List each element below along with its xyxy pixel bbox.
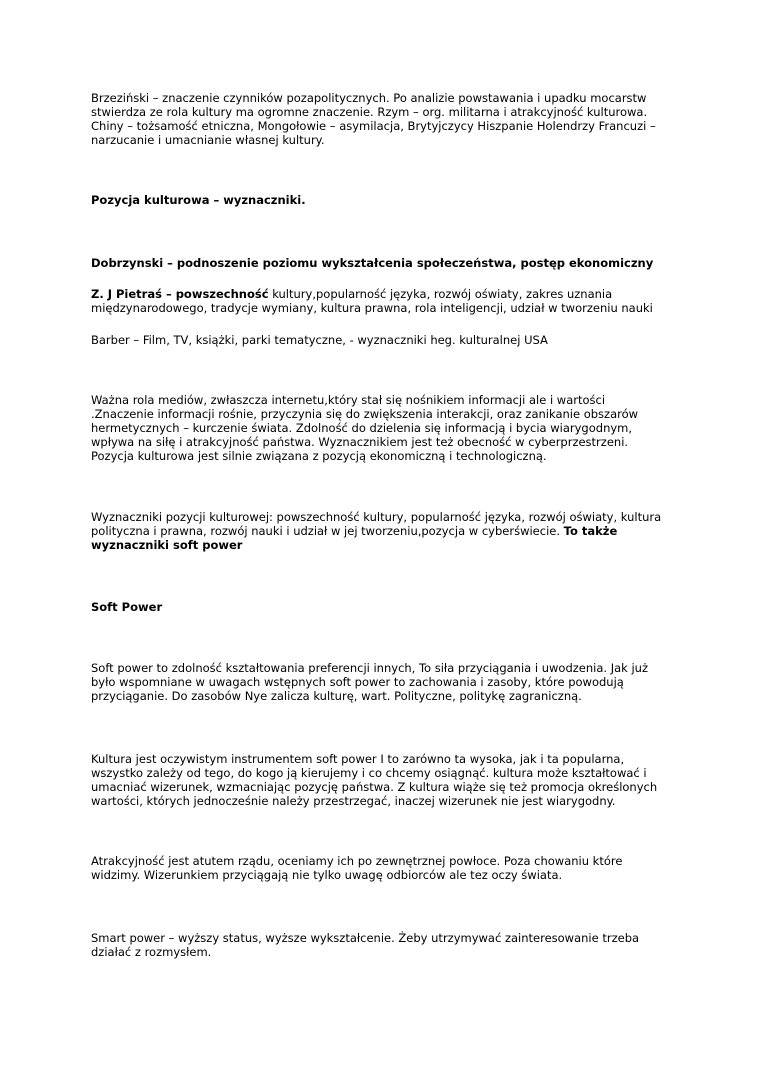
heading-pozycja-kulturowa: Pozycja kulturowa – wyznaczniki. — [91, 193, 306, 207]
wyznaczniki-bold: To także wyznaczniki soft power — [91, 524, 618, 552]
paragraph-smart-power: Smart power – wyższy status, wyższe wykształcenie. Żeby utrzymywać zainteresowanie trzeba działać z rozmysłem. — [91, 931, 640, 959]
paragraph-kultura: Kultura jest oczywistym instrumentem soft power I to zarówno ta wysoka, jak i ta popularna, wszystko zależy od tego, do kogo ją kierujemy i co chcemy osiągnąć. kultura może kształtować i umacniać wizerunek, wzmacniając pozycję państwa. Z kultura wiąże się też promocja określonych wartości, których jednocześnie należy przestrzegać, inaczej wizerunek nie jest wiarygodny. — [91, 752, 658, 808]
pietras-lead: Z. J Pietraś – powszechność — [91, 287, 269, 301]
paragraph-soft-power-def: Soft power to zdolność kształtowania preferencji innych, To siła przyciągania i uwodzenia. Jak już było wspomniane w uwagach wstępnych soft power to zachowania i zasoby, które powodują przyciąganie. Do zasobów Nye zalicza kulturę, wart. Polityczne, politykę zagraniczną. — [91, 661, 648, 703]
paragraph-brzezinski: Brzeziński – znaczenie czynników pozapolitycznych. Po analizie powstawania i upadku mocarstw stwierdza ze rola kultury ma ogromne znaczenie. Rzym – org. militarna i atrakcyjność kulturowa. Chiny – tożsamość etniczna, Mongołowie – asymilacja, Brytyjczycy Hiszpanie Holendrzy Francuzi – narzucanie i umacnianie własnej kultury. — [91, 91, 656, 147]
paragraph-barber: Barber – Film, TV, książki, parki tematyczne, - wyznaczniki heg. kulturalnej USA — [91, 333, 548, 347]
paragraph-atrakcyjnosc: Atrakcyjność jest atutem rządu, oceniamy ich po zewnętrznej powłoce. Poza chowaniu które widzimy. Wizerunkiem przyciągają nie tylko uwagę odbiorców ale tez oczy świata. — [91, 854, 623, 882]
paragraph-media: Ważna rola mediów, zwłaszcza internetu,który stał się nośnikiem informacji ale i wartości .Znaczenie informacji rośnie, przyczynia się do zwiększenia interakcji, oraz zanikanie obszarów hermetycznych – kurczenie świata. Zdolność do dzielenia się informacją i bycia wiarygodnym, wpływa na siłę i atrakcyjność państwa. Wyznacznikiem jest też obecność w cyberprzestrzeni. Pozycja kulturowa jest silnie związana z pozycją ekonomiczną i technologiczną. — [91, 393, 639, 463]
paragraph-pietras — [91, 287, 671, 315]
paragraph-wyznaczniki — [91, 510, 671, 552]
wyznaczniki-text: Wyznaczniki pozycji kulturowej: powszechność kultury, popularność języka, rozwój oświaty, kultura polityczna i prawna, rozwój nauki i udział w jej tworzeniu,pozycja w cyberświecie. — [91, 510, 662, 538]
heading-soft-power: Soft Power — [91, 600, 163, 614]
heading-dobrzynski: Dobrzynski – podnoszenie poziomu wykształcenia społeczeństwa, postęp ekonomiczny — [91, 256, 654, 270]
pietras-rest: kultury,popularność języka, rozwój oświaty, zakres uznania międzynarodowego, tradycje wymiany, kultura prawna, rola inteligencji, udział w tworzeniu nauki — [91, 287, 653, 315]
